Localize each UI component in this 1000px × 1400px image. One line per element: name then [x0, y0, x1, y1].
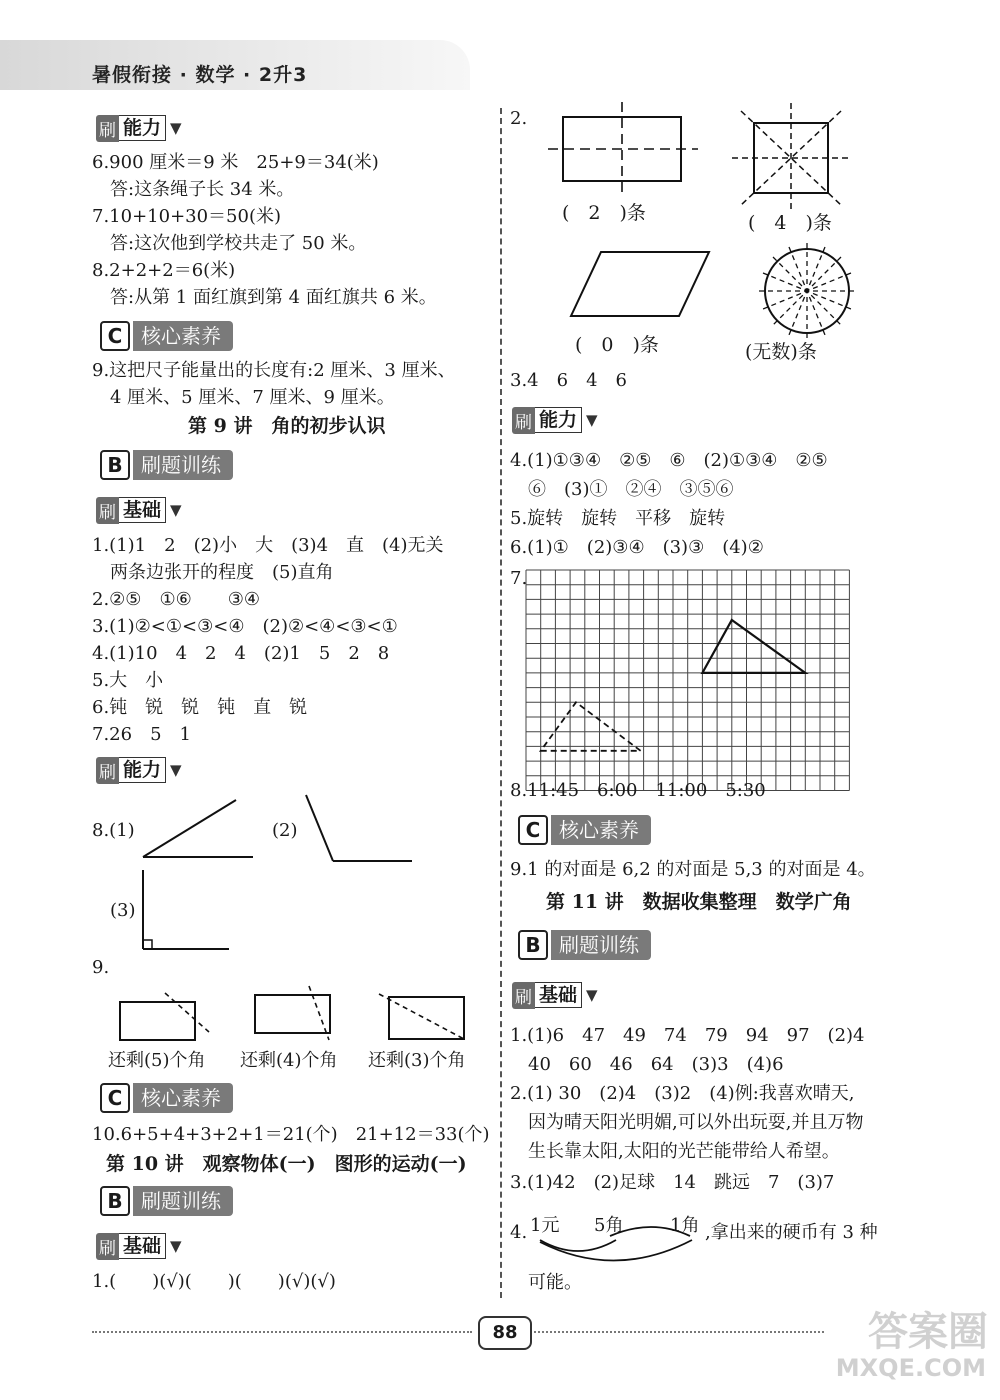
section-letter: C — [100, 1083, 130, 1113]
triangle-down-icon: ▼ — [170, 119, 182, 137]
right-q3: 3.4 6 4 6 — [510, 370, 627, 391]
section-title: 刷题训练 — [133, 1186, 233, 1216]
basic-b2: 2.(1) 30 (2)4 (3)2 (4)例:我喜欢晴天, — [510, 1083, 855, 1104]
right-q2-label: 2. — [510, 108, 528, 129]
tag-label: 基础 — [119, 1233, 166, 1259]
header-title: 暑假衔接 · 数学 · 2升3 — [92, 64, 308, 86]
answer-6: 6.900 厘米＝9 米 25+9＝34(米) — [92, 152, 379, 173]
section-title: 核心素养 — [551, 815, 651, 845]
lecture-11-title: 第 11 讲 数据收集整理 数学广角 — [546, 891, 852, 913]
caption-rectangle-axes: ( 2 )条 — [562, 202, 646, 224]
basic-r1: 1.( )(√)( )( )(√)(√) — [92, 1271, 336, 1292]
tag-label: 基础 — [119, 497, 166, 523]
triangle-down-icon: ▼ — [586, 411, 598, 429]
remaining-angles-1: 还剩(5)个角 — [108, 1050, 206, 1071]
coin-1-jiao: 1角 — [670, 1215, 700, 1236]
ability-9-label: 9. — [92, 957, 110, 978]
page-number: 88 — [478, 1316, 532, 1350]
coin-1-yuan: 1元 — [530, 1215, 560, 1236]
right-q8: 8.11:45 6:00 11:00 5:30 — [510, 780, 766, 801]
answer-9: 9.这把尺子能量出的长度有:2 厘米、3 厘米、 — [92, 360, 456, 381]
tag-label: 能力 — [119, 115, 166, 141]
basic-1: 1.(1)1 2 (2)小 大 (3)4 直 (4)无关 — [92, 535, 444, 556]
answer-8-reply: 答:从第 1 面红旗到第 4 面红旗共 6 米。 — [92, 287, 437, 308]
section-letter: B — [100, 1186, 130, 1216]
section-letter: C — [100, 321, 130, 351]
right-q6: 6.(1)① (2)③④ (3)③ (4)② — [510, 537, 764, 558]
caption-parallelogram-axes: ( 0 )条 — [575, 334, 659, 356]
brush-icon: 刷 — [96, 757, 119, 784]
answer-7: 7.10+10+30＝50(米) — [92, 206, 281, 227]
right-q9: 9.1 的对面是 6,2 的对面是 5,3 的对面是 4。 — [510, 859, 876, 880]
coin-5-jiao: 5角 — [594, 1215, 624, 1236]
basic-b2-cont: 因为晴天阳光明媚,可以外出玩耍,并且万物 — [510, 1112, 864, 1133]
basic-b4-tail: ,拿出来的硬币有 3 种 — [705, 1222, 878, 1243]
brush-icon: 刷 — [512, 407, 535, 434]
basic-b4-label: 4. — [510, 1222, 528, 1243]
section-title: 刷题训练 — [133, 450, 233, 480]
answer-8: 8.2+2+2＝6(米) — [92, 260, 236, 281]
basic-b2-cont2: 生长靠太阳,太阳的光芒能带给人希望。 — [510, 1141, 840, 1162]
ability-8-label-3: (3) — [110, 900, 136, 921]
basic-4: 4.(1)10 4 2 4 (2)1 5 2 8 — [92, 643, 390, 664]
right-q5: 5.旋转 旋转 平移 旋转 — [510, 508, 726, 529]
section-letter: B — [100, 450, 130, 480]
tag-label: 能力 — [119, 757, 166, 783]
right-q4: 4.(1)①③④ ②⑤ ⑥ (2)①③④ ②⑤ — [510, 450, 828, 471]
answer-7-reply: 答:这次他到学校共走了 50 米。 — [92, 233, 367, 254]
basic-b4-cont: 可能。 — [528, 1272, 582, 1293]
tag-label: 能力 — [535, 407, 582, 433]
basic-b1: 1.(1)6 47 49 74 79 94 97 (2)4 — [510, 1025, 865, 1046]
watermark-url: MXQE.COM — [835, 1354, 986, 1382]
brush-icon: 刷 — [96, 115, 119, 142]
right-q4-cont: ⑥ (3)① ②④ ③⑤⑥ — [510, 479, 734, 500]
answer-9-cont: 4 厘米、5 厘米、7 厘米、9 厘米。 — [92, 387, 395, 408]
lecture-10-title: 第 10 讲 观察物体(一) 图形的运动(一) — [106, 1153, 467, 1175]
ability-8-label: 8.(1) — [92, 820, 135, 841]
triangle-down-icon: ▼ — [170, 501, 182, 519]
basic-b1-cont: 40 60 46 64 (3)3 (4)6 — [510, 1054, 784, 1075]
basic-b3: 3.(1)42 (2)足球 14 跳远 7 (3)7 — [510, 1172, 835, 1193]
right-q7-label: 7. — [510, 568, 528, 589]
ability-8-label-2: (2) — [272, 820, 298, 841]
basic-5: 5.大 小 — [92, 670, 164, 691]
watermark-logo: 答案圈 — [868, 1309, 988, 1355]
basic-7: 7.26 5 1 — [92, 724, 191, 745]
triangle-down-icon: ▼ — [170, 1237, 182, 1255]
section-title: 刷题训练 — [551, 930, 651, 960]
remaining-angles-3: 还剩(3)个角 — [368, 1050, 466, 1071]
caption-square-axes: ( 4 )条 — [748, 212, 832, 234]
brush-icon: 刷 — [96, 1233, 119, 1260]
basic-1-cont: 两条边张开的程度 (5)直角 — [92, 562, 334, 583]
triangle-down-icon: ▼ — [170, 761, 182, 779]
brush-icon: 刷 — [96, 497, 119, 524]
triangle-down-icon: ▼ — [586, 986, 598, 1004]
remaining-angles-2: 还剩(4)个角 — [240, 1050, 338, 1071]
basic-2: 2.②⑤ ①⑥ ③④ — [92, 589, 260, 610]
basic-3: 3.(1)②<①<③<④ (2)②<④<③<① — [92, 616, 398, 637]
section-letter: B — [518, 930, 548, 960]
answer-6-reply: 答:这条绳子长 34 米。 — [92, 179, 295, 200]
footer-line-left — [92, 1331, 472, 1333]
lecture-9-title: 第 9 讲 角的初步认识 — [188, 415, 386, 437]
section-letter: C — [518, 815, 548, 845]
section-title: 核心素养 — [133, 321, 233, 351]
footer-line-right — [534, 1331, 824, 1333]
core-10: 10.6+5+4+3+2+1＝21(个) 21+12＝33(个) — [92, 1124, 490, 1145]
tag-label: 基础 — [535, 982, 582, 1008]
section-title: 核心素养 — [133, 1083, 233, 1113]
caption-circle-axes: (无数)条 — [745, 341, 817, 363]
brush-icon: 刷 — [512, 982, 535, 1009]
basic-6: 6.钝 锐 锐 钝 直 锐 — [92, 697, 308, 718]
